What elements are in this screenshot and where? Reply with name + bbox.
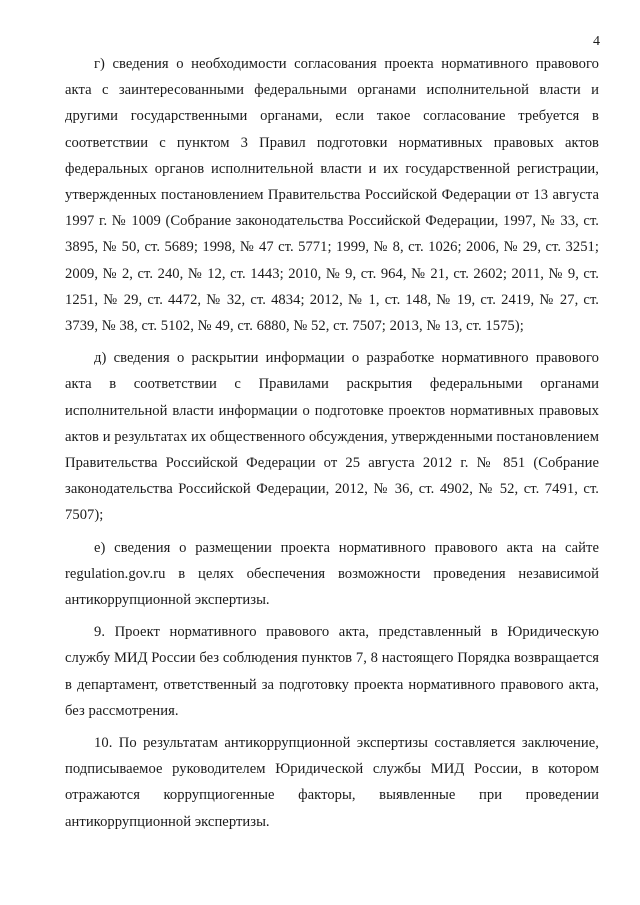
- paragraph-9: 9. Проект нормативного правового акта, представленный в Юридическую службу МИД России без соблюдения пунктов 7, 8 настоящего Порядка возвращается в департамент, ответственный за подготовку проекта нормативного правового акта, без рассмотрения.: [65, 624, 599, 719]
- paragraph-d: д) сведения о раскрытии информации о разработке нормативного правового акта в соответствии с Правилами раскрытия федеральными органами исполнительной власти информации о подготовке проектов нормативных правовых актов и результатах их общественного обсуждения, утвержденными постановлением Правительства Российской Федерации от 25 августа 2012 г. № 851 (Собрание законодательства Российской Федерации, 2012, № 36, ст. 4902, № 52, ст. 7491, ст. 7507);: [65, 350, 599, 524]
- document-body: [65, 51, 599, 835]
- paragraph-e: е) сведения о размещении проекта нормативного правового акта на сайте regulation.gov.ru в целях обеспечения возможности проведения независимой антикоррупционной экспертизы.: [65, 539, 599, 609]
- page-number: 4: [593, 34, 600, 49]
- paragraph-g: г) сведения о необходимости согласования проекта нормативного правового акта с заинтересованными федеральными органами исполнительной власти и другими государственными органами, если такое согласование требуется в соответствии с пунктом 3 Правил подготовки нормативных правовых актов федеральных органов исполнительной власти и их государственной регистрации, утвержденных постановлением Правительства Российской Федерации от 13 августа 1997 г. № 1009 (Собрание законодательства Российской Федерации, 1997, № 33, ст. 3895, № 50, ст. 5689; 1998, № 47 ст. 5771; 1999, № 8, ст. 1026; 2006, № 29, ст. 3251; 2009, № 2, ст. 240, № 12, ст. 1443; 2010, № 9, ст. 964, № 21, ст. 2602; 2011, № 9, ст. 1251, № 29, ст. 4472, № 32, ст. 4834; 2012, № 1, ст. 148, № 19, ст. 2419, № 27, ст. 3739, № 38, ст. 5102, № 49, ст. 6880, № 52, ст. 7507; 2013, № 13, ст. 1575);: [65, 56, 599, 335]
- paragraph-10: 10. По результатам антикоррупционной экспертизы составляется заключение, подписываемое руководителем Юридической службы МИД России, в котором отражаются коррупциогенные факторы, выявленные при проведении антикоррупционной экспертизы.: [65, 735, 599, 830]
